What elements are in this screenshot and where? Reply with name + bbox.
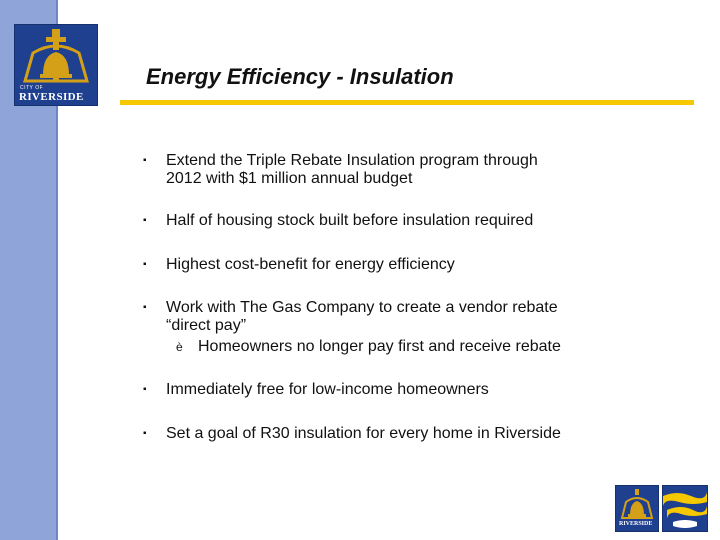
bullet-marker: ▪ <box>143 155 147 166</box>
bullet-text <box>166 299 686 335</box>
bullet-line: 2012 with $1 million annual budget <box>166 170 413 187</box>
bullet-line: “direct pay” <box>166 317 247 334</box>
slide-title: Energy Efficiency - Insulation <box>146 64 454 89</box>
bullet-marker: ▪ <box>143 428 147 439</box>
logo-city-of: CITY OF <box>20 85 44 91</box>
bullet-text: Half of housing stock built before insulation required <box>166 212 534 229</box>
bullet-marker: ▪ <box>143 259 147 270</box>
bullet-marker: ▪ <box>143 215 147 226</box>
sub-bullet <box>176 338 561 356</box>
logo-riverside: RIVERSIDE <box>19 91 84 103</box>
city-logo <box>14 24 98 106</box>
bullet-text: Immediately free for low-income homeowners <box>166 381 489 398</box>
bullet-line: Extend the Triple Rebate Insulation program through <box>166 152 538 169</box>
bullet-line: Work with The Gas Company to create a vendor rebate <box>166 299 558 316</box>
bullet-marker: ▪ <box>143 384 147 395</box>
bullet-text: Highest cost-benefit for energy efficiency <box>166 256 455 273</box>
waves-logo-icon <box>662 485 708 532</box>
bullet-text <box>166 152 686 188</box>
footer-logo-name: RIVERSIDE <box>619 521 653 527</box>
waves-icon <box>663 486 707 531</box>
bullet-text: Set a goal of R30 insulation for every home in Riverside <box>166 425 561 442</box>
bullet-marker: ▪ <box>143 302 147 313</box>
title-underline <box>120 100 694 105</box>
sub-bullet-text: Homeowners no longer pay first and receive rebate <box>198 338 561 355</box>
footer-city-logo <box>615 485 659 532</box>
arrow-icon: è <box>176 340 183 354</box>
